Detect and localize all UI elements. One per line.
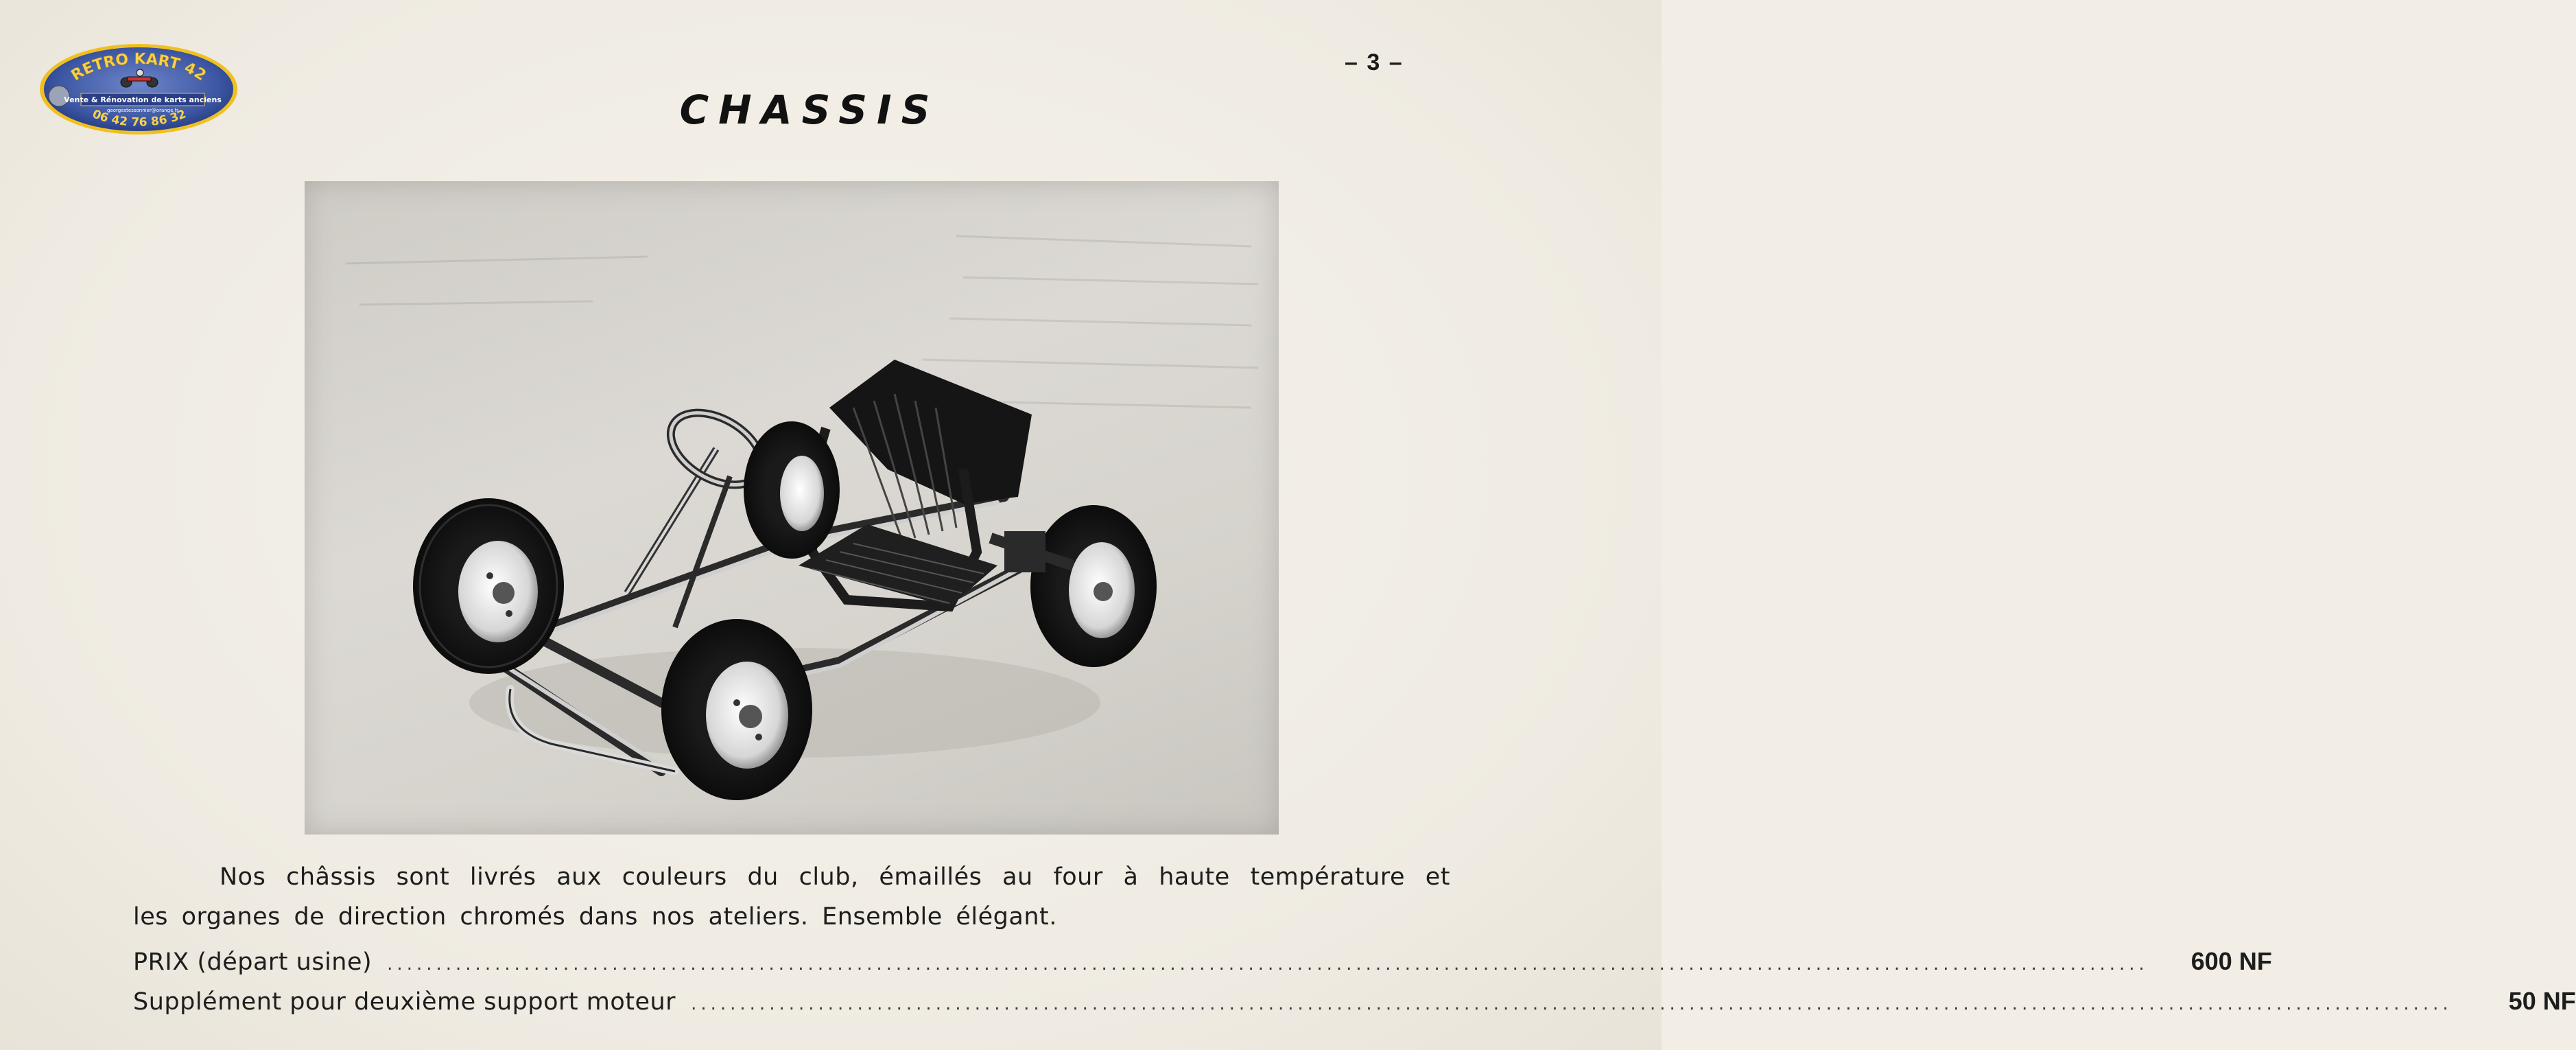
- price-row: [133, 947, 2272, 981]
- description-line-2: les organes de direction chromés dans nos ateliers. Ensemble élégant.: [133, 903, 1057, 931]
- logo-tagline: Vente & Rénovation de karts anciens: [64, 95, 222, 104]
- logo-email: georgestessonnier@orange.fr: [106, 108, 179, 113]
- page-number: – 3 –: [1345, 49, 1404, 75]
- leader-dots: ....................................................................................................................................................................................: [387, 954, 2149, 975]
- price-label: PRIX (départ usine): [133, 948, 373, 976]
- price-label: Supplément pour deuxième support moteur: [133, 988, 676, 1016]
- leader-dots: ....................................................................................................................................................................................: [691, 994, 2453, 1014]
- logo-top-text: RETRO KART 42: [68, 50, 209, 85]
- page-title: CHASSIS: [679, 86, 940, 133]
- price-value: 600 NF: [2190, 947, 2272, 975]
- price-value: 50 NF: [2508, 987, 2576, 1015]
- price-row: [133, 987, 2576, 1021]
- retro-kart-logo: [38, 43, 239, 136]
- description-line-1: Nos châssis sont livrés aux couleurs du club, émaillés au four à haute température et: [220, 863, 1450, 891]
- kart-chassis-photo: [305, 181, 1279, 835]
- logo-phone: 06 42 76 86 32: [90, 107, 189, 130]
